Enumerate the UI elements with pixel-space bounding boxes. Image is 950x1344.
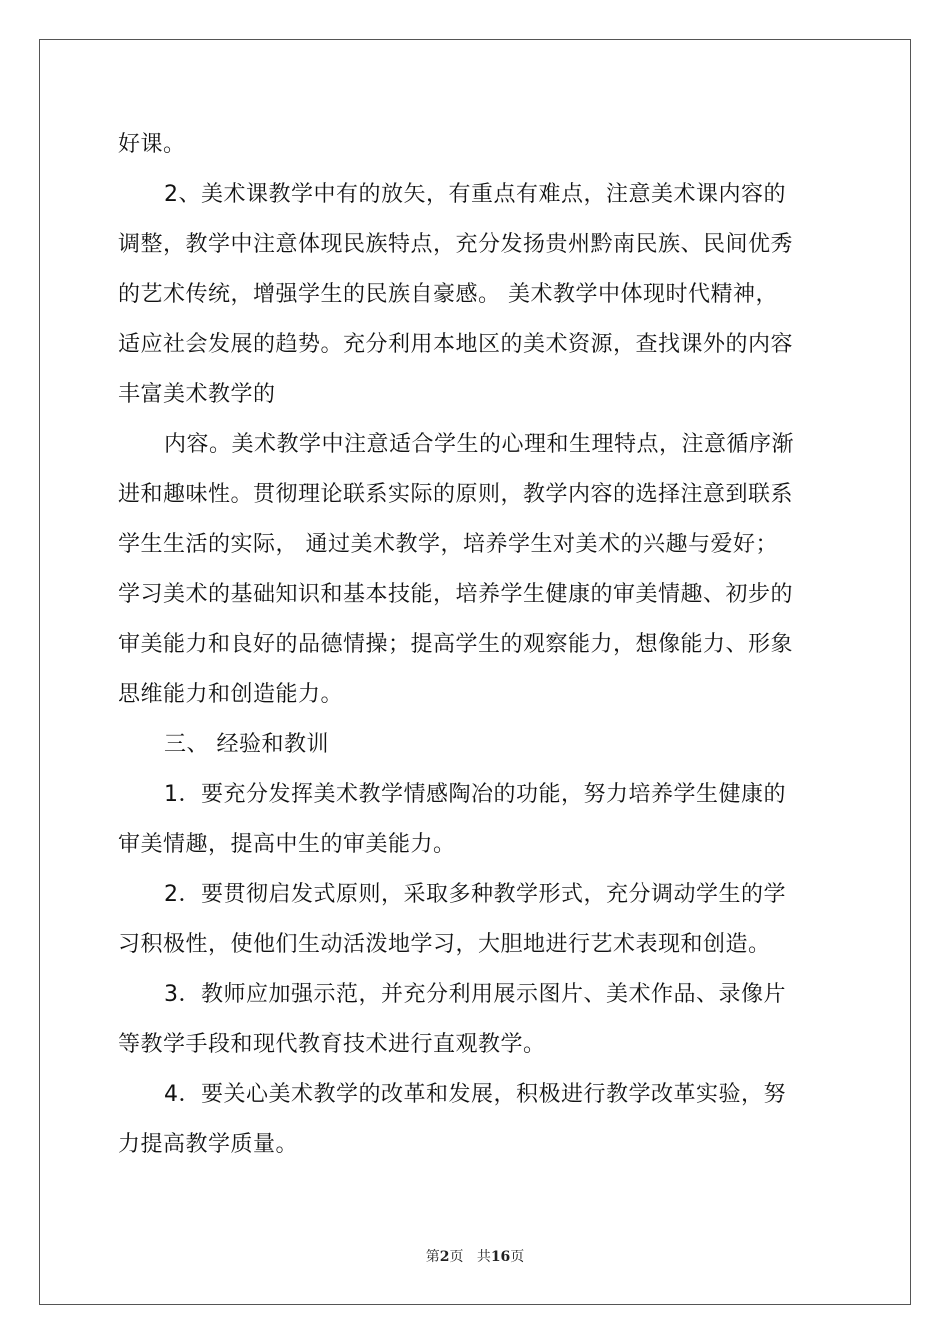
footer-total-pages: 16 bbox=[490, 1249, 511, 1265]
text-line: 的艺术传统，增强学生的民族自豪感。 美术教学中体现时代精神， bbox=[118, 282, 778, 307]
text-line: 思维能力和创造能力。 bbox=[118, 682, 344, 707]
text-line: 好课。 bbox=[118, 132, 186, 157]
footer-page-prefix: 第 bbox=[425, 1249, 440, 1265]
text-line: 4．要关心美术教学的改革和发展，积极进行教学改革实验，努 bbox=[164, 1082, 786, 1107]
text-line: 力提高教学质量。 bbox=[118, 1132, 299, 1157]
text-line: 2、美术课教学中有的放矢，有重点有难点，注意美术课内容的 bbox=[164, 182, 786, 207]
text-line: 丰富美术教学的 bbox=[118, 382, 276, 407]
page-border bbox=[39, 39, 911, 1305]
footer-total-prefix: 共 bbox=[476, 1249, 491, 1265]
text-line: 等教学手段和现代教育技术进行直观教学。 bbox=[118, 1032, 546, 1057]
text-line: 适应社会发展的趋势。充分利用本地区的美术资源，查找课外的内容 bbox=[118, 332, 794, 357]
footer-total-suffix: 页 bbox=[510, 1249, 525, 1265]
section-heading: 三、 经验和教训 bbox=[164, 732, 329, 757]
text-line: 3．教师应加强示范，并充分利用展示图片、美术作品、录像片 bbox=[164, 982, 786, 1007]
text-line: 习积极性，使他们生动活泼地学习，大胆地进行艺术表现和创造。 bbox=[118, 932, 771, 957]
footer-page-suffix: 页 bbox=[449, 1249, 464, 1265]
text-line: 内容。美术教学中注意适合学生的心理和生理特点，注意循序渐 bbox=[164, 432, 795, 457]
text-line: 学生生活的实际， 通过美术教学，培养学生对美术的兴趣与爱好； bbox=[118, 532, 778, 557]
text-line: 调整，教学中注意体现民族特点，充分发扬贵州黔南民族、民间优秀 bbox=[118, 232, 794, 257]
text-line: 进和趣味性。贯彻理论联系实际的原则，教学内容的选择注意到联系 bbox=[118, 482, 794, 507]
text-line: 学习美术的基础知识和基本技能，培养学生健康的审美情趣、初步的 bbox=[118, 582, 794, 607]
text-line: 2．要贯彻启发式原则，采取多种教学形式，充分调动学生的学 bbox=[164, 882, 786, 907]
page-footer bbox=[0, 1246, 950, 1266]
text-line: 审美能力和良好的品德情操；提高学生的观察能力，想像能力、形象 bbox=[118, 632, 794, 657]
footer-page-number: 2 bbox=[439, 1249, 450, 1265]
text-line: 审美情趣，提高中生的审美能力。 bbox=[118, 832, 456, 857]
text-line: 1．要充分发挥美术教学情感陶冶的功能，努力培养学生健康的 bbox=[164, 782, 786, 807]
